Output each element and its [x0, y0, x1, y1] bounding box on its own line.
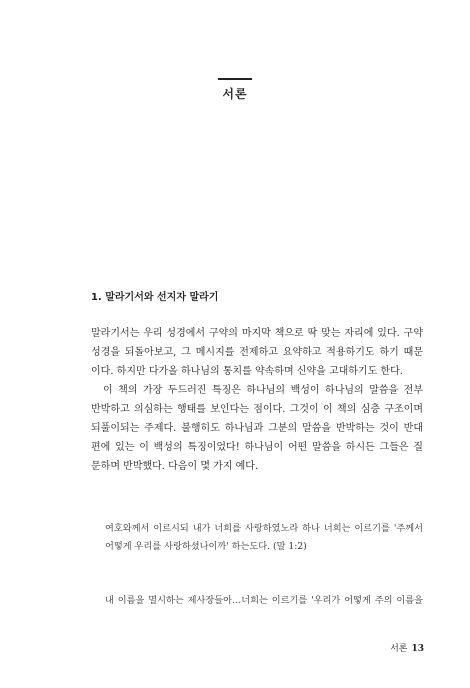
block-quote — [105, 520, 423, 556]
chapter-title-rule — [218, 78, 252, 80]
page-number: 13 — [411, 644, 424, 654]
quote-line: 어떻게 우리를 사랑하셨나이까' 하는도다. (말 1:2) — [105, 541, 307, 552]
body-line: 되풀이되는 주제다. 불행히도 하나님과 그분의 말씀을 반박하는 것이 반대 — [91, 423, 423, 434]
body-line: 반박하고 의심하는 행태를 보인다는 점이다. 그것이 이 책의 심층 구조이며 — [91, 404, 423, 415]
chapter-title: 서론 — [222, 87, 248, 101]
body-line: 성경을 되돌아보고, 그 메시지를 전제하고 요약하고 적용하기도 하기 때문 — [91, 347, 423, 358]
body-line: 말라기서는 우리 성경에서 구약의 마지막 책으로 딱 맞는 자리에 있다. 구약 — [91, 328, 423, 339]
body-line: 문하며 반박했다. 다음이 몇 가지 예다. — [91, 461, 259, 472]
body-paragraphs — [91, 324, 423, 476]
chapter-header — [0, 78, 470, 102]
page-footer — [390, 641, 424, 654]
section-heading: 1. 말라기서와 선지자 말라기 — [91, 292, 219, 303]
running-head: 서론 — [390, 644, 408, 654]
block-quote — [105, 592, 423, 610]
body-line: 이 책의 가장 두드러진 특징은 하나님의 백성이 하나님의 말씀을 전부 — [103, 385, 423, 396]
body-line: 편에 있는 이 백성의 특징이었다! 하나님이 어떤 말씀을 하시든 그들은 질 — [91, 442, 423, 453]
body-line: 이다. 하지만 다가올 하나님의 통치를 약속하며 신약을 고대하기도 한다. — [91, 366, 403, 377]
quote-line: 내 이름을 멸시하는 제사장들아…너희는 이르기를 '우리가 어떻게 주의 이름을 — [105, 595, 423, 606]
quote-line: 여호와께서 이르시되 내가 너희를 사랑하였노라 하나 너희는 이르기를 '주께서 — [105, 523, 423, 534]
